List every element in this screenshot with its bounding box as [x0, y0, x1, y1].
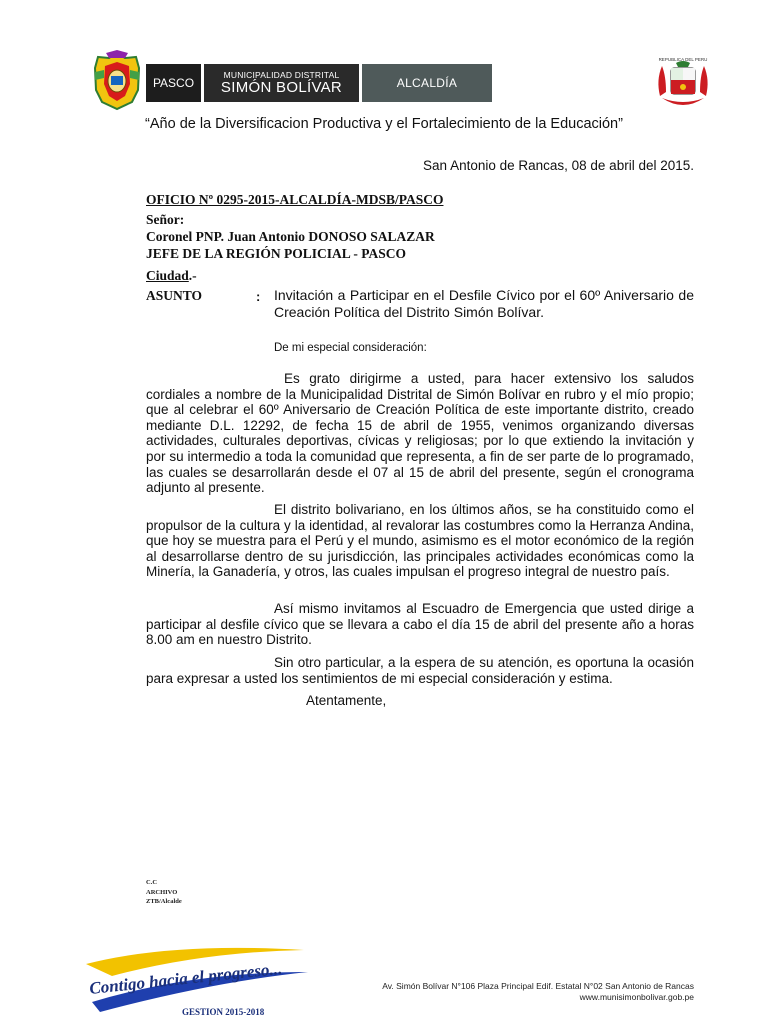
ciudad-word: Ciudad	[146, 268, 189, 283]
ciudad-suffix: .-	[188, 268, 197, 283]
date-line: San Antonio de Rancas, 08 de abril del 2015.	[423, 158, 694, 173]
header-pasco-label: PASCO	[152, 76, 195, 90]
footer-address-block	[382, 981, 694, 1002]
footer-website: www.munisimonbolivar.gob.pe	[579, 991, 694, 1002]
footer-address: Av. Simón Bolívar N°106 Plaza Principal Edif. Estatal N°02 San Antonio de Rancas	[382, 981, 694, 991]
body-paragraph-2	[146, 502, 694, 580]
body-paragraph-4	[146, 655, 694, 686]
body-paragraph-3	[146, 601, 694, 648]
copy-distribution-list	[146, 878, 182, 907]
municipal-crest-logo	[92, 50, 142, 112]
body-paragraph-1	[146, 371, 694, 496]
addressee-title: JEFE DE LA REGIÓN POLICIAL - PASCO	[146, 246, 407, 261]
paragraph-text: El distrito bolivariano, en los últimos años, se ha constituido como el propulsor de la cultura y la identidad, al revalorar las costumbres como la Herranza Andina, que hoy se muestra para el Perú y el mundo, asimismo es el motor económico de la región al desarrollarse dentro de su jurisdicción, las principales actividades económicas como la Minería, la Ganadería, y otros, las cuales impulsan el progreso integral de nuestro país.	[146, 502, 694, 580]
slogan-logo	[82, 942, 312, 1018]
ciudad-line	[146, 268, 197, 284]
header-municipality-line1: MUNICIPALIDAD DISTRITAL	[223, 69, 340, 80]
header-alcaldia-box	[362, 64, 492, 102]
peru-coat-of-arms-icon	[652, 52, 714, 112]
paragraph-text: Sin otro particular, a la espera de su atención, es oportuna la ocasión para expresar a usted los sentimientos de mi especial consideración y estima.	[146, 655, 694, 686]
paragraph-text: Así mismo invitamos al Escuadro de Emergencia que usted dirige a participar al desfile cívico que se llevara a cabo el día 15 de abril del presente año a horas 8.00 am en nuestro Distrito.	[146, 601, 694, 648]
cc-line: C.C	[146, 879, 158, 886]
asunto-label: ASUNTO	[146, 288, 203, 303]
paragraph-text: Es grato dirigirme a usted, para hacer extensivo los saludos cordiales a nombre de la Municipalidad Distrital de Simón Bolívar en rubro y el mío propio; que al celebrar el 60º Aniversario de Creación Política de este importante distrito, creado mediante D.L. 12292, de fecha 15 de abril de 1955, venimos organizando diversas actividades, culturales deportivas, cívicas y religiosas; por lo que extiendo la invitación y por su intermedio a toda la comunidad que representa, a fin de ser parte de lo programado, las cuales se desarrollarán desde el 07 al 15 de abril del presente, según el cronograma adjunto al presente.	[146, 371, 694, 496]
header-municipality-box	[204, 64, 359, 102]
header-pasco-box	[146, 64, 201, 102]
slogan-text: Contigo hacia el progreso...	[88, 958, 283, 998]
asunto-colon: :	[256, 289, 261, 304]
peru-seal-text: REPUBLICA DEL PERU	[658, 57, 708, 62]
asunto-text: Invitación a Participar en el Desfile Cívico por el 60º Aniversario de Creación Política del Distrito Simón Bolívar.	[274, 287, 694, 320]
header-municipality-line2: SIMÓN BOLÍVAR	[220, 78, 343, 96]
gestion-text: GESTION 2015-2018	[182, 1007, 265, 1017]
addressee-name: Coronel PNP. Juan Antonio DONOSO SALAZAR	[146, 229, 435, 244]
salutation-senor: Señor:	[146, 212, 185, 227]
oficio-number: OFICIO Nº 0295-2015-ALCALDÍA-MDSB/PASCO	[146, 192, 444, 207]
header-alcaldia-label: ALCALDÍA	[396, 76, 458, 90]
year-motto: “Año de la Diversificacion Productiva y el Fortalecimiento de la Educación”	[145, 116, 623, 132]
greeting-line: De mi especial consideración:	[274, 342, 427, 354]
cc-line: ZTB/Alcalde	[146, 898, 182, 905]
cc-line: ARCHIVO	[146, 888, 178, 896]
closing-line: Atentamente,	[306, 693, 387, 708]
